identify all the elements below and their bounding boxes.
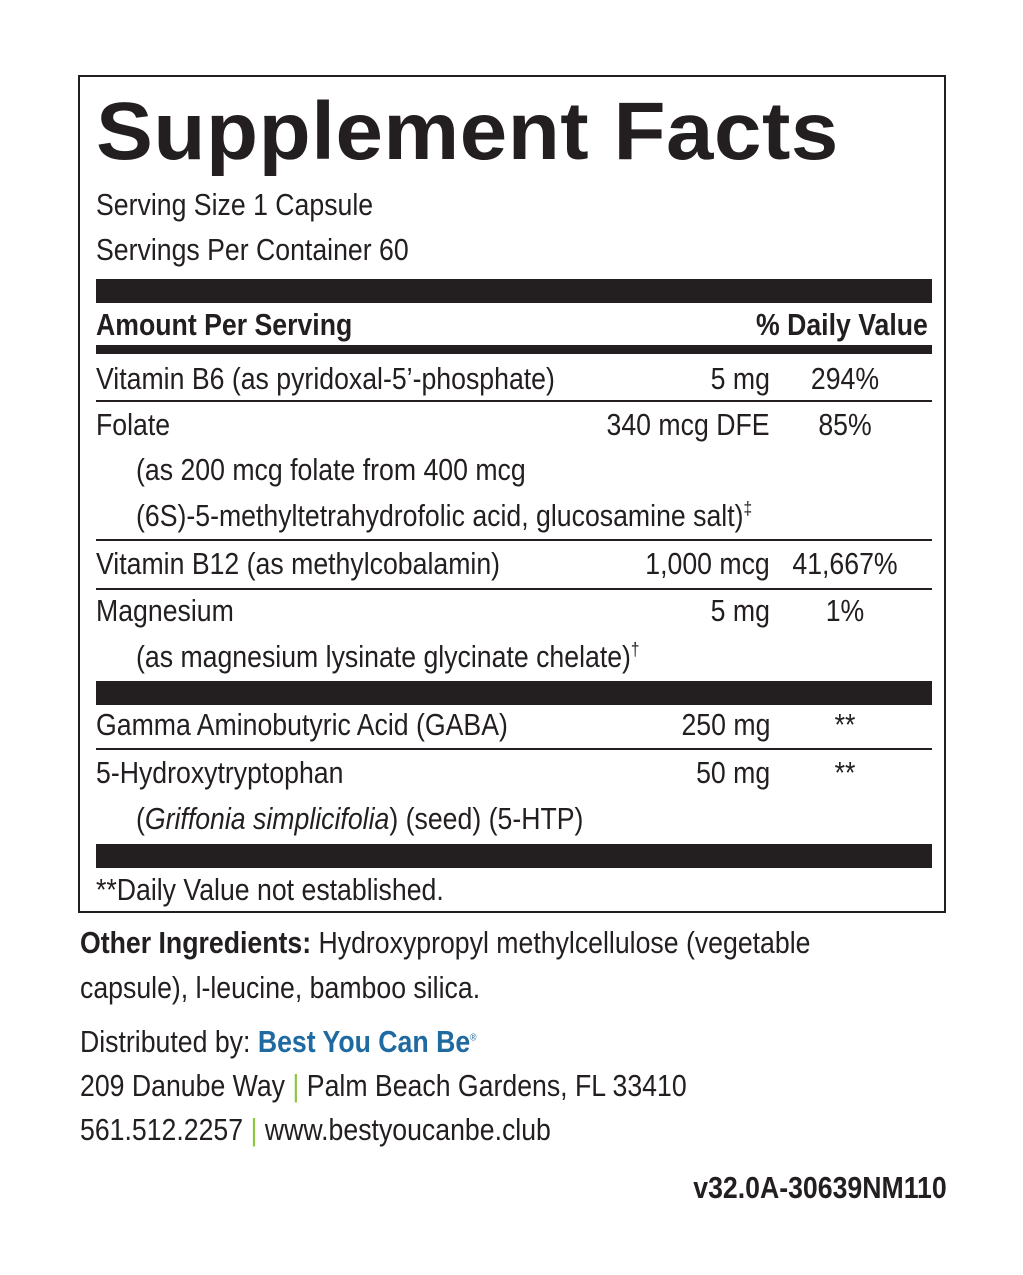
nutrient-source: (as 200 mcg folate from 400 mcg [136,452,526,487]
serving-size: Serving Size 1 Capsule [96,187,374,222]
nutrient-name: Folate [96,407,171,442]
distributed-by: Distributed by: Best You Can Be® [80,1024,477,1059]
header-daily-value: % Daily Value [756,307,928,342]
nutrient-name: Vitamin B12 (as methylcobalamin) [96,546,501,581]
other-ingredients-label: Other Ingredients: [80,925,312,960]
nutrient-amount: 1,000 mcg [645,546,770,581]
distributor-address: 209 Danube Way | Palm Beach Gardens, FL 33410 [80,1068,687,1103]
nutrient-dv: 294% [810,361,880,396]
row-divider [96,539,932,541]
nutrient-amount: 250 mg [681,707,770,742]
thick-divider [96,844,932,868]
nutrient-source: (as magnesium lysinate glycinate chelate)† [136,639,640,674]
website: www.bestyoucanbe.club [264,1112,551,1147]
header-amount-per-serving: Amount Per Serving [96,307,353,342]
nutrient-amount: 5 mg [710,593,770,628]
servings-per-container: Servings Per Container 60 [96,232,409,267]
other-ingredients-line-1: Other Ingredients: Hydroxypropyl methylcellulose (vegetable [80,925,811,960]
panel-title: Supplement Facts [96,86,839,177]
other-ingredients-line-2: capsule), l-leucine, bamboo silica. [80,970,481,1005]
nutrient-amount: 50 mg [695,755,770,790]
nutrient-name: Gamma Aminobutyric Acid (GABA) [96,707,508,742]
phone-number: 561.512.2257 [80,1112,244,1147]
nutrient-name: Vitamin B6 (as pyridoxal-5’-phosphate) [96,361,555,396]
version-code: v32.0A-30639NM110 [693,1170,947,1205]
nutrient-dv: 41,667% [792,546,898,581]
supplement-facts-panel [78,75,946,913]
dagger-mark: † [630,639,640,660]
nutrient-source: (6S)-5-methyltetrahydrofolic acid, glucosamine salt)‡ [136,498,753,533]
registered-mark: ® [470,1032,477,1044]
thick-divider [96,681,932,705]
medium-divider [96,345,932,354]
thick-divider [96,279,932,303]
nutrient-dv: 85% [818,407,872,442]
nutrient-dv: 1% [825,593,865,628]
nutrient-dv: ** [834,755,856,790]
nutrient-amount: 340 mcg DFE [607,407,770,442]
row-divider [96,400,932,402]
separator: | [250,1112,258,1147]
nutrient-dv: ** [834,707,856,742]
brand-name: Best You Can Be [257,1024,471,1059]
separator: | [292,1068,300,1103]
nutrient-name: 5-Hydroxytryptophan [96,755,344,790]
nutrient-name: Magnesium [96,593,234,628]
double-dagger-mark: ‡ [743,498,753,519]
distributor-contact [80,1112,551,1148]
footnote: **Daily Value not established. [96,872,444,907]
nutrient-source: (Griffonia simplicifolia) (seed) (5-HTP) [136,801,584,836]
nutrient-amount: 5 mg [710,361,770,396]
botanical-name: Griffonia simplicifolia [144,801,390,836]
row-divider [96,748,932,750]
row-divider [96,588,932,590]
